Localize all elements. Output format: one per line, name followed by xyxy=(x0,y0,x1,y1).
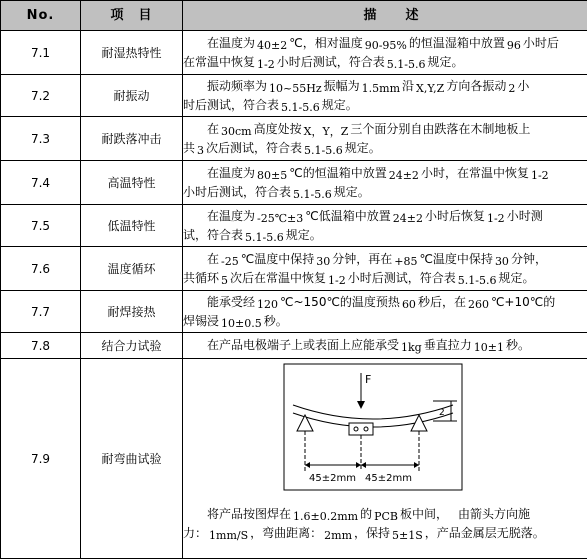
desc-value: -25 xyxy=(221,255,239,268)
desc-text: 小 xyxy=(517,79,529,93)
desc-text: 由箭头方向施 xyxy=(458,507,530,521)
desc-text: 规定。 xyxy=(286,228,322,242)
desc-text: 振动频率为 xyxy=(207,79,267,93)
desc-text: 在温度为 xyxy=(207,209,255,223)
row-no: 7.5 xyxy=(1,205,81,247)
desc-value: 24±2 xyxy=(389,169,419,182)
bend-desc xyxy=(183,505,587,543)
desc-text: 在温度为 xyxy=(207,36,255,50)
desc-line xyxy=(183,164,587,183)
desc-value: 24±2 xyxy=(393,212,423,225)
desc-text: ，保持 xyxy=(354,526,390,540)
header-desc: 描 述 xyxy=(183,1,587,31)
desc-text: 小时后测试，符合表 xyxy=(348,271,456,285)
desc-text: 小时，在常温中恢复 xyxy=(421,166,529,180)
desc-text: ℃~150℃的温度预热 xyxy=(280,295,400,309)
desc-text: 振幅为 xyxy=(324,79,360,93)
table-row xyxy=(1,75,587,117)
desc-value: PCB xyxy=(374,510,398,523)
desc-value: X，Y，Z xyxy=(304,125,349,138)
desc-line xyxy=(183,250,587,269)
bend-test-diagram xyxy=(183,359,587,499)
row-desc xyxy=(183,117,587,161)
desc-text: 时后测试，符合表 xyxy=(183,98,279,112)
row-no: 7.8 xyxy=(1,333,81,359)
row-item: 耐湿热特性 xyxy=(81,31,183,75)
row-desc xyxy=(183,31,587,75)
row-desc xyxy=(183,333,587,359)
desc-text: 方向各振动 xyxy=(446,79,506,93)
table-row xyxy=(1,161,587,205)
desc-text: 在 xyxy=(207,252,219,266)
desc-value: 30 xyxy=(316,255,330,268)
desc-text: 小时后 xyxy=(523,36,559,50)
desc-text: 小时后测试，符合表 xyxy=(183,185,291,199)
desc-value: 1-2 xyxy=(328,274,346,287)
desc-value: 80±5 xyxy=(257,169,287,182)
desc-text: 秒后，在 xyxy=(418,295,466,309)
desc-value: 3 xyxy=(197,144,204,157)
desc-value: 5.1-5.6 xyxy=(458,274,497,287)
desc-value: +85 xyxy=(394,255,417,268)
desc-text: ℃低温箱中放置 xyxy=(305,209,390,223)
row-item: 耐焊接热 xyxy=(81,291,183,333)
header-row xyxy=(1,1,587,31)
desc-text: ，产品金属层无脱落。 xyxy=(425,526,545,540)
desc-text: 共循环 xyxy=(183,271,219,285)
desc-value: 60 xyxy=(402,298,416,311)
row-no: 7.4 xyxy=(1,161,81,205)
row-item: 耐弯曲试验 xyxy=(81,359,183,559)
desc-text: 分钟，再在 xyxy=(332,252,392,266)
desc-line xyxy=(183,183,587,202)
table-row xyxy=(1,247,587,291)
table-row xyxy=(1,333,587,359)
desc-text: 秒。 xyxy=(506,338,530,352)
span-right-label: 45±2mm xyxy=(365,473,412,484)
row-desc xyxy=(183,247,587,291)
desc-line xyxy=(183,207,587,226)
desc-line xyxy=(183,524,587,543)
desc-value: 1.6±0.2mm xyxy=(293,510,358,523)
desc-value: 96 xyxy=(507,39,521,52)
desc-value: 1-2 xyxy=(531,169,549,182)
desc-line xyxy=(183,269,587,288)
desc-text: ℃的恒温箱中放置 xyxy=(289,166,386,180)
table-row xyxy=(1,117,587,161)
row-no: 7.7 xyxy=(1,291,81,333)
desc-text: 小时后测试，符合表 xyxy=(277,55,385,69)
desc-value: 30 xyxy=(495,255,509,268)
desc-value: 5.1-5.6 xyxy=(304,144,343,157)
desc-value: 5.1-5.6 xyxy=(293,188,332,201)
desc-text: 高度处按 xyxy=(254,122,302,136)
desc-text: 的 xyxy=(360,507,372,521)
desc-value: 30cm xyxy=(221,125,252,138)
desc-value: X,Y,Z xyxy=(416,82,444,95)
desc-value: 5.1-5.6 xyxy=(281,101,320,114)
desc-value: 5 xyxy=(221,274,228,287)
desc-line xyxy=(183,505,587,524)
desc-text: ，弯曲距离： xyxy=(250,526,322,540)
component xyxy=(349,423,373,435)
table-row xyxy=(1,31,587,75)
desc-value: 1-2 xyxy=(487,212,505,225)
desc-text: ℃，相对温度 xyxy=(289,36,362,50)
force-label: F xyxy=(365,373,371,386)
desc-value: 1.5mm xyxy=(362,82,400,95)
table-row xyxy=(1,205,587,247)
row-desc xyxy=(183,161,587,205)
row-no: 7.9 xyxy=(1,359,81,559)
desc-text: ℃温度中保持 xyxy=(241,252,314,266)
row-no: 7.1 xyxy=(1,31,81,75)
bend-test-figure xyxy=(283,363,463,493)
row-item: 耐振动 xyxy=(81,75,183,117)
desc-line xyxy=(183,293,587,312)
desc-text: 在温度为 xyxy=(207,166,255,180)
desc-text: 的恒温湿箱中放置 xyxy=(409,36,505,50)
desc-line xyxy=(183,336,587,355)
desc-text: 在常温中恢复 xyxy=(183,55,255,69)
desc-value: 2 xyxy=(508,82,515,95)
desc-line xyxy=(183,77,587,96)
desc-text: 沿 xyxy=(402,79,414,93)
desc-text: 试，符合表 xyxy=(183,228,243,242)
desc-text: 力： xyxy=(183,526,207,540)
table-row xyxy=(1,291,587,333)
desc-text: 共 xyxy=(183,141,195,155)
header-no: No. xyxy=(1,1,81,31)
desc-text: 小时后恢复 xyxy=(425,209,485,223)
desc-text: 板中间， xyxy=(400,507,448,521)
desc-text: 规定。 xyxy=(322,98,358,112)
desc-value: 5.1-5.6 xyxy=(245,231,284,244)
height-label: 2 xyxy=(439,408,445,418)
desc-text: 分钟， xyxy=(511,252,547,266)
desc-line xyxy=(183,53,587,72)
desc-value: 10±0.5 xyxy=(221,317,262,330)
span-left-label: 45±2mm xyxy=(309,473,356,484)
desc-value: 10±1 xyxy=(474,341,504,354)
desc-value: 1mm/S xyxy=(209,529,248,542)
header-item: 项 目 xyxy=(81,1,183,31)
desc-text: 次后测试，符合表 xyxy=(206,141,302,155)
desc-text: ℃+10℃的 xyxy=(491,295,555,309)
desc-line xyxy=(183,312,587,331)
desc-line xyxy=(183,226,587,245)
desc-value: 120 xyxy=(257,298,278,311)
row-item: 低温特性 xyxy=(81,205,183,247)
row-item: 高温特性 xyxy=(81,161,183,205)
desc-line xyxy=(183,139,587,158)
desc-text: 规定。 xyxy=(498,271,534,285)
desc-value: 1-2 xyxy=(257,58,275,71)
desc-text: 秒。 xyxy=(264,314,288,328)
table-row xyxy=(1,359,587,559)
row-desc xyxy=(183,205,587,247)
desc-text: 能承受经 xyxy=(207,295,255,309)
row-item: 温度循环 xyxy=(81,247,183,291)
desc-value: 260 xyxy=(468,298,489,311)
row-desc xyxy=(183,75,587,117)
desc-text: ℃温度中保持 xyxy=(419,252,492,266)
row-no: 7.6 xyxy=(1,247,81,291)
desc-value: 2mm xyxy=(324,529,352,542)
desc-line xyxy=(183,34,587,53)
desc-value: 1kg xyxy=(401,341,422,354)
desc-text: 在 xyxy=(207,122,219,136)
desc-text: 焊锡浸 xyxy=(183,314,219,328)
desc-text: 垂直拉力 xyxy=(424,338,472,352)
desc-text: 规定。 xyxy=(427,55,463,69)
desc-line xyxy=(183,120,587,139)
desc-text: 规定。 xyxy=(345,141,381,155)
desc-text: 次后在常温中恢复 xyxy=(230,271,326,285)
desc-value: 40±2 xyxy=(257,39,287,52)
desc-value: -25℃±3 xyxy=(257,212,303,225)
row-desc xyxy=(183,291,587,333)
desc-text: 在产品电极端子上或表面上应能承受 xyxy=(207,338,399,352)
desc-text: 小时测 xyxy=(507,209,543,223)
desc-line xyxy=(183,96,587,115)
row-item: 耐跌落冲击 xyxy=(81,117,183,161)
desc-value: 5±1S xyxy=(392,529,423,542)
row-no: 7.3 xyxy=(1,117,81,161)
desc-text: 规定。 xyxy=(334,185,370,199)
desc-value: 90-95% xyxy=(365,39,407,52)
row-no: 7.2 xyxy=(1,75,81,117)
desc-value: 5.1-5.6 xyxy=(387,58,426,71)
row-desc xyxy=(183,359,587,559)
row-item: 结合力试验 xyxy=(81,333,183,359)
desc-text: 将产品按图焊在 xyxy=(207,507,291,521)
desc-value: 10~55Hz xyxy=(269,82,322,95)
desc-text: 三个面分别自由跌落在木制地板上 xyxy=(350,122,530,136)
